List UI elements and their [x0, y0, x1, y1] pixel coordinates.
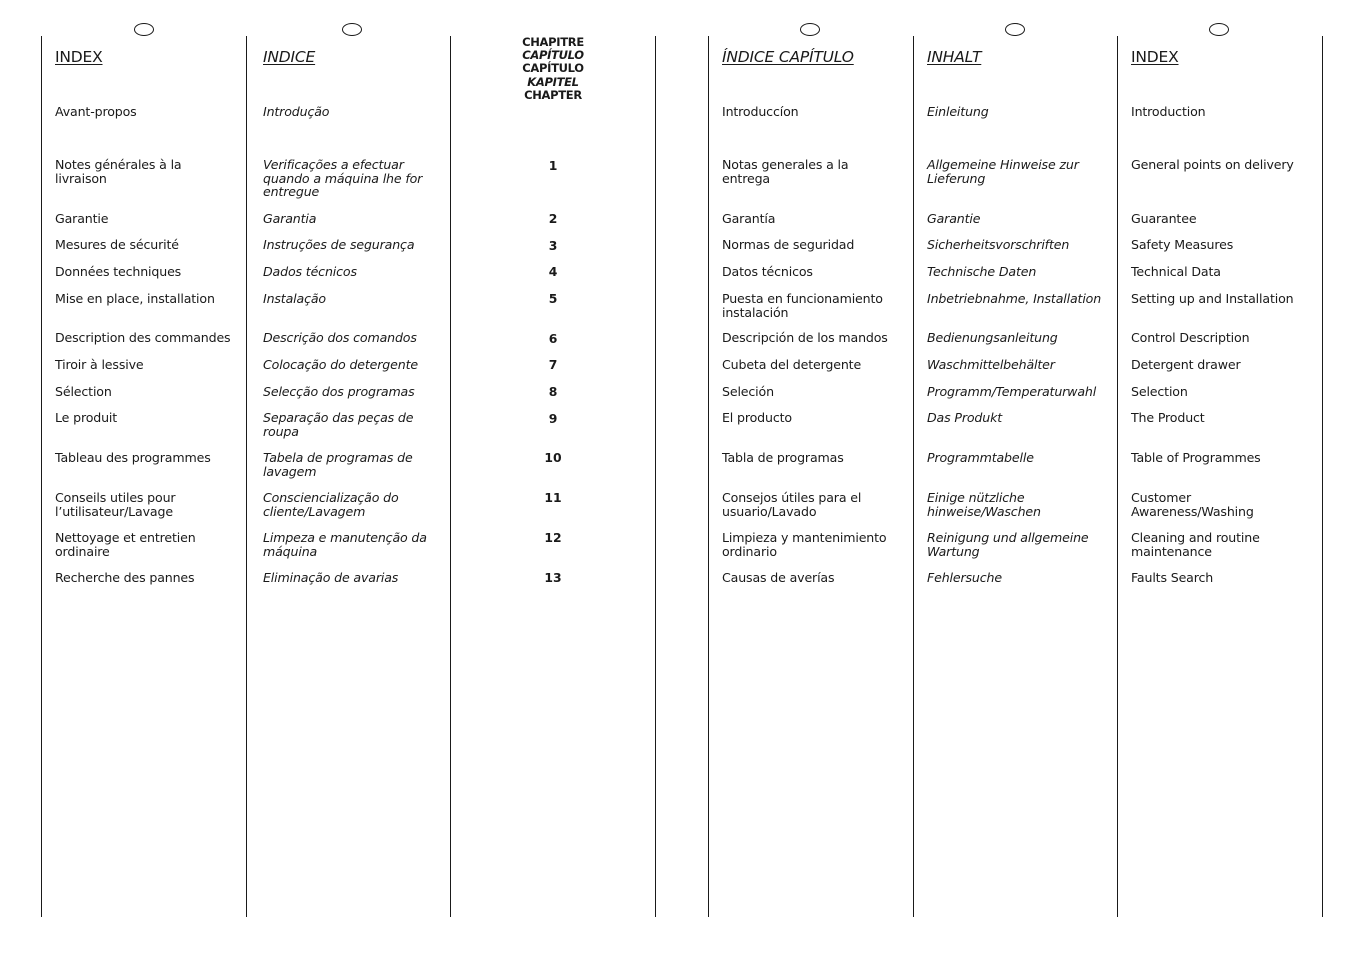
- index-entry: El producto: [722, 410, 792, 425]
- index-entry: Recherche des pannes: [55, 570, 195, 585]
- column-divider: [1117, 36, 1118, 917]
- index-entry: Instalação: [263, 291, 326, 306]
- index-entry: Consejos útiles para el usuario/Lavado: [722, 490, 862, 519]
- index-entry: Normas de seguridad: [722, 237, 855, 252]
- index-entry: Mise en place, installation: [55, 291, 215, 306]
- index-entry: Notes générales à la livraison: [55, 157, 182, 186]
- index-entry: Datos técnicos: [722, 264, 813, 279]
- column-divider: [655, 36, 656, 917]
- column-divider: [708, 36, 709, 917]
- index-entry: Introduction: [1131, 104, 1206, 119]
- index-entry: Customer Awareness/Washing: [1131, 490, 1254, 519]
- index-entry: Nettoyage et entretien ordinaire: [55, 530, 196, 559]
- chapter-number: 1: [548, 158, 558, 173]
- index-entry: Garantie: [927, 211, 981, 226]
- index-entry: Garantia: [263, 211, 317, 226]
- index-entry: Dados técnicos: [263, 264, 357, 279]
- index-entry: Seleción: [722, 384, 774, 399]
- index-entry: Puesta en funcionamiento instalación: [722, 291, 883, 320]
- index-entry: Descrição dos comandos: [263, 330, 417, 345]
- index-entry: Das Produkt: [927, 410, 1003, 425]
- index-entry: Limpieza y mantenimiento ordinario: [722, 530, 887, 559]
- chapter-number: 7: [548, 357, 558, 372]
- index-entry: Notas generales a la entrega: [722, 157, 849, 186]
- index-entry: Avant-propos: [55, 104, 137, 119]
- index-entry: Cubeta del detergente: [722, 357, 862, 372]
- index-entry: Tabela de programas de lavagem: [263, 450, 413, 479]
- chapter-number: 11: [544, 490, 562, 505]
- index-entry: Technische Daten: [927, 264, 1037, 279]
- index-entry: Control Description: [1131, 330, 1250, 345]
- index-entry: Programmtabelle: [927, 450, 1034, 465]
- index-entry: Instruções de segurança: [263, 237, 415, 252]
- language-oval-icon: [1005, 23, 1025, 36]
- chapter-number: 9: [548, 411, 558, 426]
- chapter-number: 8: [548, 384, 558, 399]
- chapter-heading-line: CAPÍTULO: [522, 61, 584, 76]
- index-entry: Colocação do detergente: [263, 357, 418, 372]
- index-entry: Sicherheitsvorschriften: [927, 237, 1070, 252]
- index-entry: Safety Measures: [1131, 237, 1234, 252]
- index-entry: Setting up and Installation: [1131, 291, 1294, 306]
- index-entry: Limpeza e manutenção da máquina: [263, 530, 427, 559]
- language-oval-icon: [800, 23, 820, 36]
- index-entry: Conseils utiles pour l’utilisateur/Lavage: [55, 490, 176, 519]
- index-entry: Detergent drawer: [1131, 357, 1241, 372]
- chapter-number: 2: [548, 211, 558, 226]
- column-heading: INDEX: [1131, 48, 1179, 66]
- index-entry: Tiroir à lessive: [55, 357, 144, 372]
- index-entry: Tableau des programmes: [55, 450, 211, 465]
- index-entry: Tabla de programas: [722, 450, 844, 465]
- chapter-number: 10: [544, 450, 562, 465]
- index-entry: Garantía: [722, 211, 776, 226]
- column-heading: INHALT: [927, 48, 982, 66]
- column-divider: [913, 36, 914, 917]
- index-entry: Technical Data: [1131, 264, 1221, 279]
- index-entry: Descripción de los mandos: [722, 330, 888, 345]
- chapter-heading-line: CHAPTER: [524, 87, 582, 102]
- index-entry: Selecção dos programas: [263, 384, 415, 399]
- index-entry: Inbetriebnahme, Installation: [927, 291, 1102, 306]
- chapter-number: 4: [548, 264, 558, 279]
- index-entry: Fehlersuche: [927, 570, 1002, 585]
- column-heading: ÍNDICE CAPÍTULO: [722, 48, 854, 66]
- index-entry: Verificações a efectuar quando a máquina lhe for entregue: [263, 157, 423, 199]
- index-entry: Einige nützliche hinweise/Waschen: [927, 490, 1041, 519]
- chapter-number: 12: [544, 530, 562, 545]
- language-oval-icon: [342, 23, 362, 36]
- column-divider: [1322, 36, 1323, 917]
- index-entry: Allgemeine Hinweise zur Lieferung: [927, 157, 1079, 186]
- column-divider: [246, 36, 247, 917]
- index-entry: Reinigung und allgemeine Wartung: [927, 530, 1089, 559]
- index-entry: Eliminação de avarias: [263, 570, 399, 585]
- index-entry: Le produit: [55, 410, 118, 425]
- index-entry: Données techniques: [55, 264, 182, 279]
- index-entry: Causas de averías: [722, 570, 835, 585]
- index-entry: Guarantee: [1131, 211, 1197, 226]
- index-entry: General points on delivery: [1131, 157, 1294, 172]
- index-entry: Faults Search: [1131, 570, 1214, 585]
- chapter-number: 13: [544, 570, 562, 585]
- index-entry: Sélection: [55, 384, 112, 399]
- chapter-heading-line: CHAPITRE: [522, 35, 584, 49]
- chapter-number: 6: [548, 331, 558, 346]
- index-entry: Programm/Temperaturwahl: [927, 384, 1097, 399]
- index-entry: Einleitung: [927, 104, 989, 119]
- index-entry: Introdução: [263, 104, 330, 119]
- language-oval-icon: [1209, 23, 1229, 36]
- index-entry: The Product: [1131, 410, 1205, 425]
- language-oval-icon: [134, 23, 154, 36]
- index-entry: Table of Programmes: [1131, 450, 1261, 465]
- index-entry: Waschmittelbehälter: [927, 357, 1055, 372]
- index-entry: Garantie: [55, 211, 109, 226]
- chapter-heading-line: KAPITEL: [527, 74, 579, 89]
- index-entry: Description des commandes: [55, 330, 231, 345]
- chapter-heading: [451, 36, 655, 102]
- column-heading: INDICE: [263, 48, 316, 66]
- index-entry: Selection: [1131, 384, 1188, 399]
- chapter-number: 3: [548, 238, 558, 253]
- column-heading: INDEX: [55, 48, 103, 66]
- index-entry: Mesures de sécurité: [55, 237, 179, 252]
- index-entry: Bedienungsanleitung: [927, 330, 1058, 345]
- index-entry: Separação das peças de roupa: [263, 410, 414, 439]
- index-entry: Cleaning and routine maintenance: [1131, 530, 1260, 559]
- column-divider: [41, 36, 42, 917]
- chapter-heading-line: CAPÍTULO: [522, 48, 584, 63]
- index-entry: Consciencialização do cliente/Lavagem: [263, 490, 399, 519]
- index-entry: Introduccíon: [722, 104, 799, 119]
- chapter-number: 5: [548, 291, 558, 306]
